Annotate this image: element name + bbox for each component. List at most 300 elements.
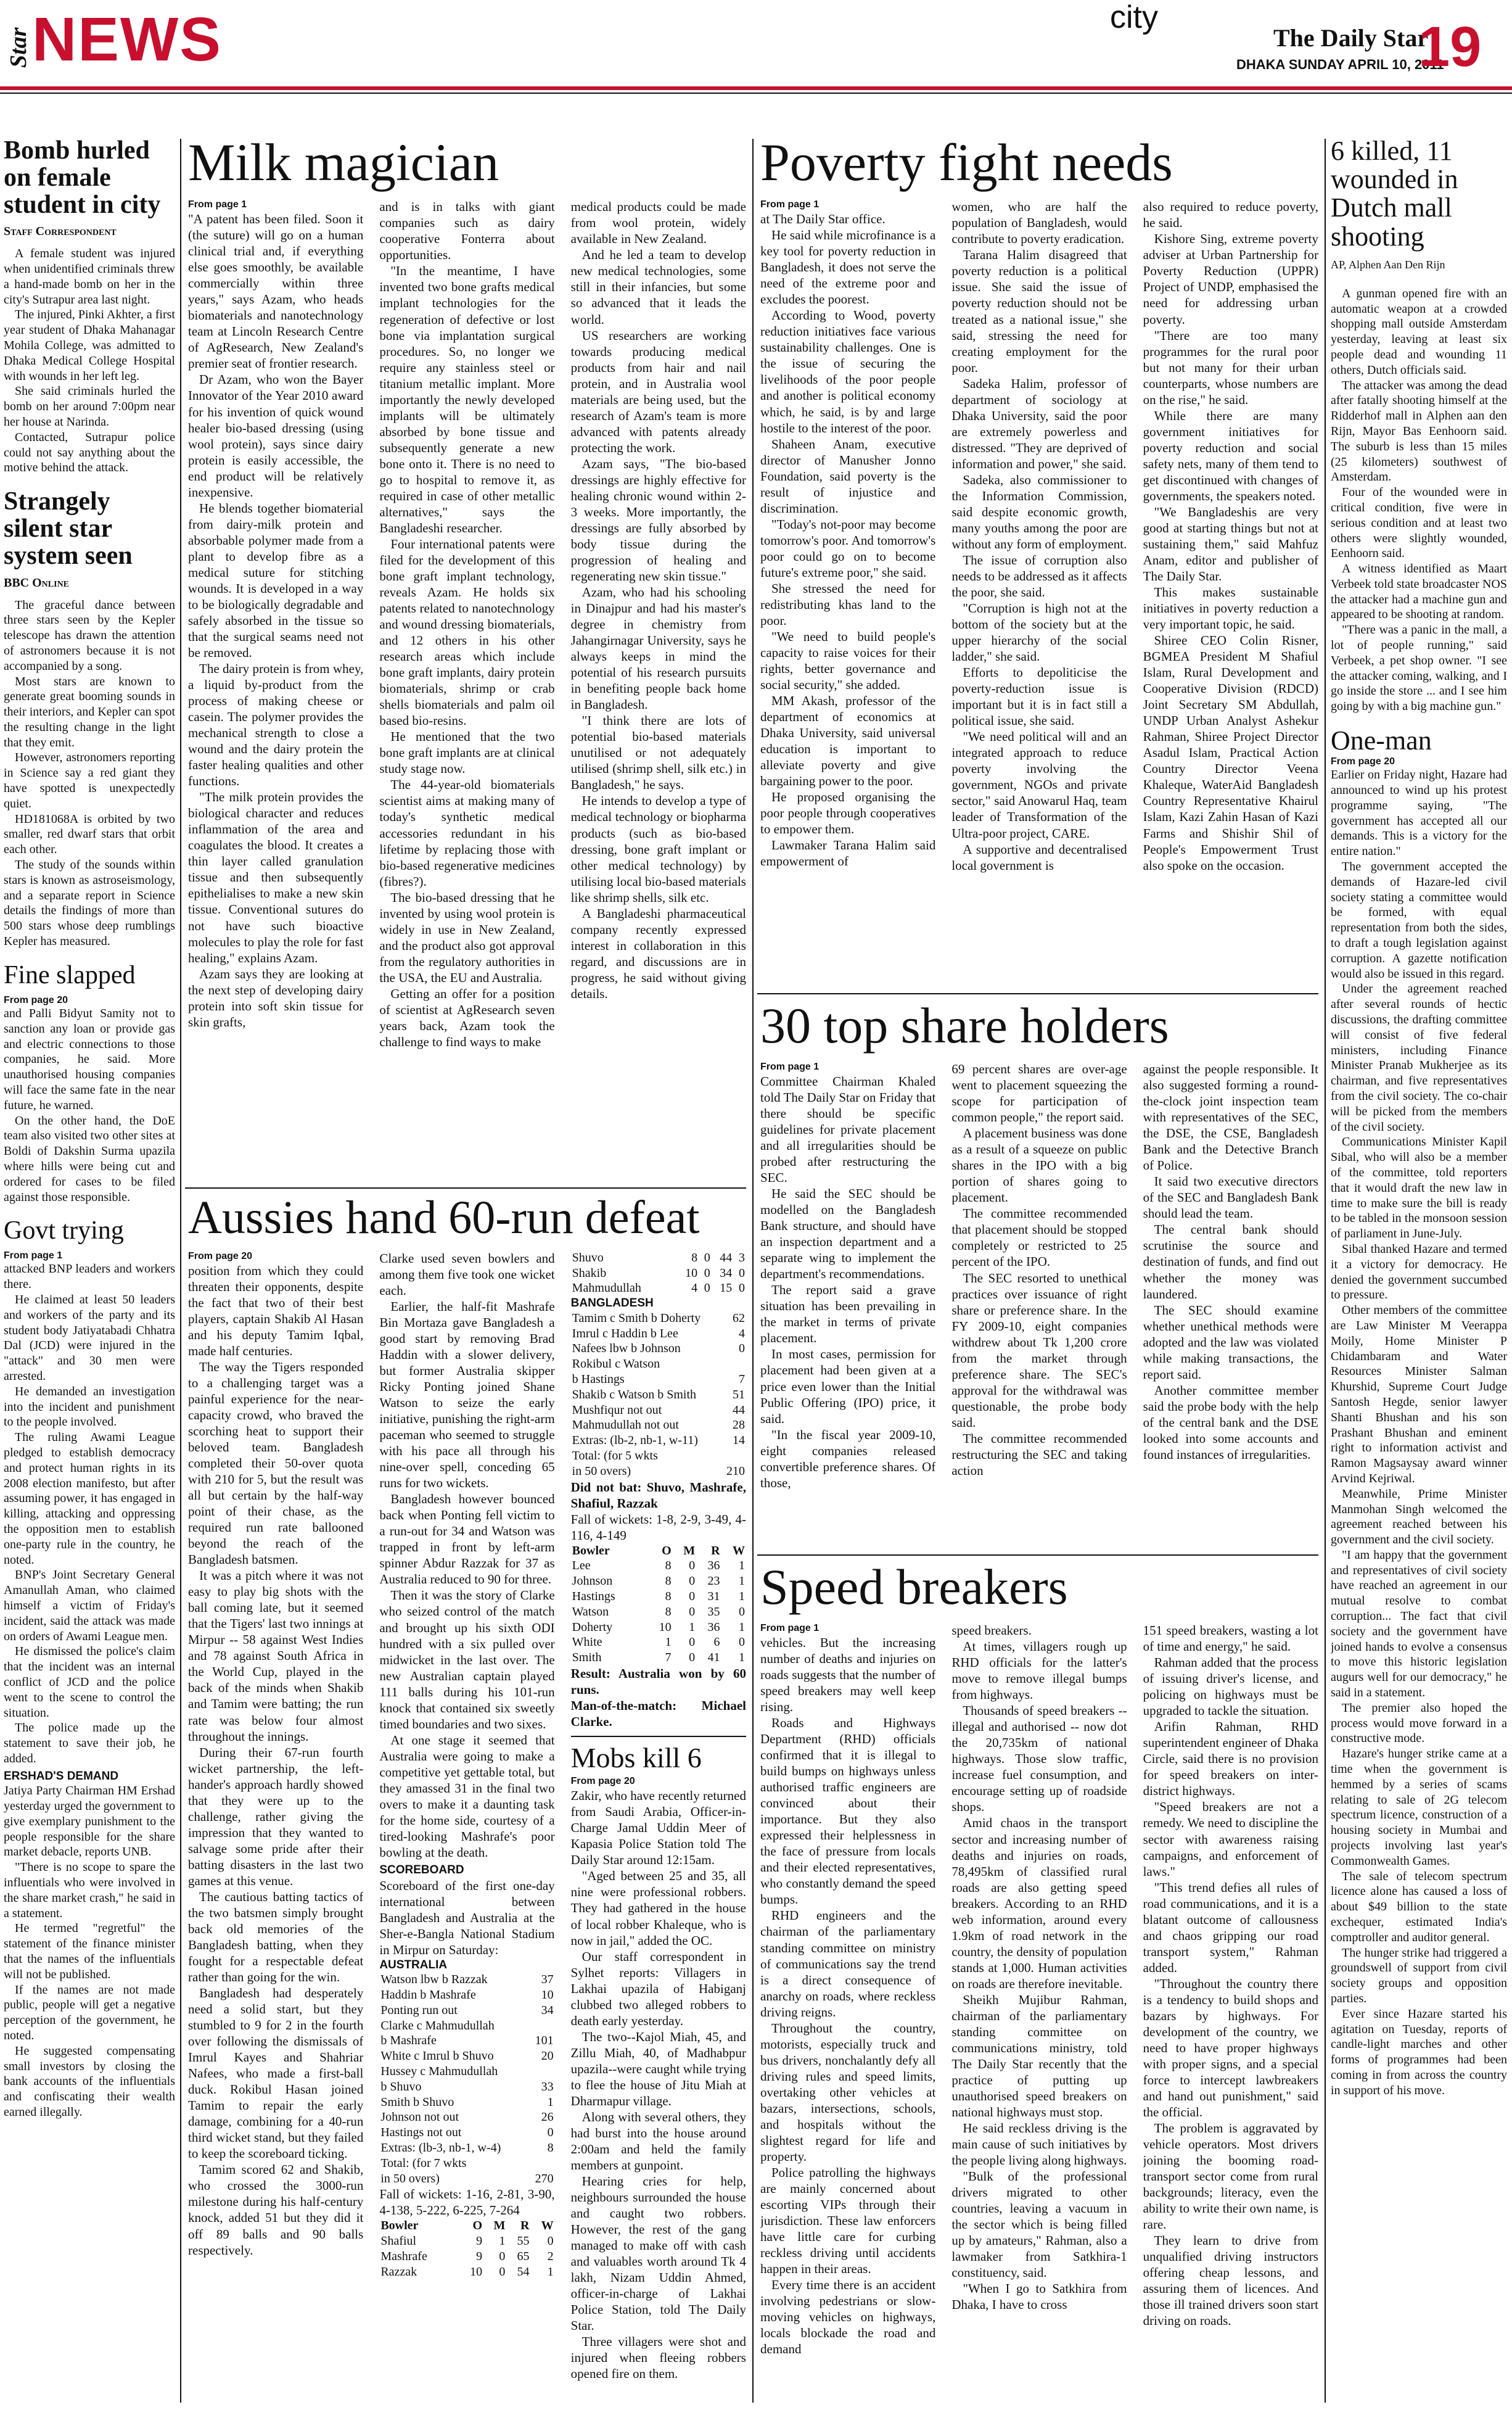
text-column bbox=[188, 1250, 363, 2382]
paragraph: Under the agreement reached after several rounds of hectic discussions, the drafting committee will consist of five federal ministers, including Finance Minister Pranab Mukherjee as its chairman, and five representatives from the civil society. The co-chair will be picked from the members of the civil society. bbox=[1331, 982, 1507, 1134]
continuation-label: From page 20 bbox=[1331, 756, 1395, 767]
table-cell: 3 bbox=[738, 1250, 745, 1265]
table-row bbox=[379, 2125, 554, 2140]
paragraph: He intends to develop a type of medical technology or biopharma products (such as bio-based dressing, bone graft implant or other medical technology) by utilising local bio-based materials like shrimp shells, silk etc. bbox=[570, 793, 746, 905]
paragraph: The issue of corruption also needs to be addressed as it affects the poor, she said. bbox=[951, 552, 1127, 600]
paragraph: Committee Chairman Khaled told The Daily Star on Friday that there should be specific guidelines for private placement and all irregularities should be probed after restructuring the SEC. bbox=[760, 1073, 936, 1186]
paragraph: The bio-based dressing that he invented by using wool protein is widely in use in New Zealand, and the product also got approval from the regulatory authorities in the USA, the EU and Australia. bbox=[379, 889, 555, 985]
headline: Fine slapped bbox=[4, 960, 136, 989]
paragraph: "Bulk of the professional drivers migrated to other countries, leaving a vacuum in the sector which is being filled up by amateurs," Rahman, also a lawmaker from Satkhira-1 constituency, said. bbox=[951, 2169, 1127, 2280]
paragraph: Police patrolling the highways are mainly concerned about escorting VIPs through their jurisdiction. These law enforcers have little care for curbing reckless driving until accidents happen in their areas. bbox=[760, 2164, 936, 2277]
table-cell: b Shuvo bbox=[380, 2079, 422, 2094]
table-cell: in 50 overs) bbox=[380, 2171, 440, 2185]
paragraph: She stressed the need for redistributing khas land to the poor. bbox=[760, 580, 936, 628]
table-cell: 10 bbox=[541, 1988, 554, 2002]
issue-date: DHAKA SUNDAY APRIL 10, 2011 bbox=[1236, 57, 1444, 72]
paragraph: Azam, who had his schooling in Dinajpur and had his master's degree in chemistry from Jahangirnagar University, says he always keeps in mind the potential of his research pursuits in benefiting people back home in Bangladesh. bbox=[570, 585, 746, 712]
paragraph: "Throughout the country there is a tendency to build shops and bazars by highways. For development of the country, we need to have proper highways with proper signs, and a special force to intercept lawbreakers and hand out punishment," said the official. bbox=[1143, 1976, 1318, 2120]
continuation-label: From page 1 bbox=[760, 1623, 820, 1634]
table-cell bbox=[529, 2064, 555, 2079]
table-cell: 28 bbox=[732, 1418, 745, 1432]
table-cell: Hastings bbox=[572, 1590, 615, 1604]
article-star-system bbox=[4, 488, 175, 949]
text-column bbox=[1143, 199, 1318, 873]
table-cell: 101 bbox=[535, 2034, 554, 2048]
newspaper-name: The Daily Star bbox=[1273, 24, 1429, 52]
article-govt-trying bbox=[4, 1217, 175, 2119]
paragraph: A placement business was done as a result of a squeeze on public shares in the IPO with a big portion of shares going to placement. bbox=[951, 1126, 1127, 1205]
table-cell: Mashrafe bbox=[380, 2250, 427, 2264]
fall-of-wickets: Fall of wickets: 1-16, 2-81, 3-90, 4-138, 5-222, 6-225, 7-264 bbox=[379, 2187, 555, 2218]
headline: Speed breakers bbox=[760, 1561, 1068, 1615]
paragraph: "Today's not-poor may become tomorrow's poor. And tomorrow's poor could go on to become future's extreme poor," she said. bbox=[760, 516, 936, 580]
paragraph: However, astronomers reporting in Science say a red giant they have spotted is unexpectedly quiet. bbox=[4, 751, 175, 811]
article-aussies-defeat bbox=[188, 1194, 746, 2406]
paragraph: Our staff correspondent in Sylhet reports: Villagers in Lakhai upazila of Habiganj clubbed two alleged robbers to death early yesterday. bbox=[570, 1949, 746, 2028]
table-cell: in 50 overs) bbox=[572, 1464, 631, 1478]
table-cell: Johnson bbox=[572, 1574, 613, 1588]
table-cell: Razzak bbox=[380, 2264, 417, 2279]
table-header-cell: M bbox=[493, 2219, 506, 2233]
paragraph: Sheikh Mujibur Rahman, chairman of the parliamentary standing committee on communications ministry, told The Daily Star recently that the practice of putting up unauthorised speed breakers on national highways must stop. bbox=[951, 1992, 1127, 2120]
table-cell: 0 bbox=[547, 2126, 554, 2140]
table-cell: 0 bbox=[738, 1342, 745, 1356]
paragraph: Four of the wounded were in critical condition, five were in serious condition and at least two others were slightly wounded, Eenhoorn said. bbox=[1331, 485, 1507, 561]
table-row bbox=[571, 1341, 746, 1356]
continuation-label: From page 1 bbox=[4, 1250, 63, 1261]
right-column bbox=[1331, 137, 1507, 2407]
continuation-label: From page 20 bbox=[4, 994, 68, 1005]
table-cell: 8 bbox=[665, 1574, 672, 1588]
paragraph: Azam says, "The bio-based dressings are highly effective for healing chronic wound within 2-3 weeks. More importantly, the dressings are fully absorbed by body tissue during the progression of healing and regenerating new skin tissue." bbox=[570, 456, 746, 584]
paragraph: "In the meantime, I have invented two bone grafts medical implant technologies for the regeneration of defective or lost bone via implantation surgical procedures. So, no longer we require any stainless steel or titanium metallic implant. More importantly the newly developed implants will be ultimately absorbed by bone tissue and subsequently generate a new bone onto it. There is no need to go to hospital to remove it, as required in case of other metallic alternatives," says the Bangladeshi researcher. bbox=[379, 263, 555, 535]
paragraph: The graceful dance between three stars seen by the Kepler telescope has drawn the attention of astronomers because it is not accompanied by a song. bbox=[4, 598, 175, 673]
table-cell: 6 bbox=[713, 1635, 720, 1649]
page-number: 19 bbox=[1418, 15, 1482, 78]
table-header-row bbox=[379, 2218, 554, 2234]
paragraph: "When I go to Satkhira from Dhaka, I have to cross bbox=[951, 2281, 1127, 2313]
masthead bbox=[0, 0, 1512, 89]
paragraph: vehicles. But the increasing number of deaths and injuries on roads suggests that the number of speed breakers may well keep rising. bbox=[760, 1635, 936, 1715]
table-cell: 4 bbox=[691, 1281, 698, 1295]
scoreboard-title: SCOREBOARD bbox=[379, 1863, 464, 1876]
table-cell: 55 bbox=[517, 2234, 530, 2248]
table-row bbox=[571, 1604, 746, 1620]
article-body bbox=[1331, 286, 1507, 714]
paragraph: BNP's Joint Secretary General Amanullah Aman, who claimed himself a victim of Friday's incident, said the attack was made on orders of Awami League men. bbox=[4, 1568, 175, 1643]
paragraph: Throughout the country, motorists, especially truck and bus drivers, nonchalantly defy all driving rules and speed limits, overtaking other vehicles at bazars, intersections, schools, and hospitals without the slightest regard for life and property. bbox=[760, 2020, 936, 2164]
paragraph: A witness identified as Maart Verbeek told state broadcaster NOS the attacker had a machine gun and appeared to be shooting at random. bbox=[1331, 562, 1507, 622]
paragraph: "In the fiscal year 2009-10, eight companies released convertible preference shares. Of those, bbox=[760, 1427, 936, 1490]
table-cell: 34 bbox=[541, 2003, 554, 2017]
table-row bbox=[571, 1448, 746, 1464]
masthead-rule-thin bbox=[0, 93, 1512, 94]
text-column bbox=[760, 199, 935, 873]
article-columns bbox=[188, 199, 746, 1050]
australia-batting-table bbox=[379, 1972, 554, 2186]
table-cell: 36 bbox=[707, 1620, 720, 1634]
table-row bbox=[571, 1356, 746, 1372]
paragraph: Most stars are known to generate great booming sounds in their interiors, and Kepler can spot the resulting change in the light that they emit. bbox=[4, 674, 175, 749]
story-divider bbox=[757, 1554, 1318, 1556]
paragraph: On the other hand, the DoE team also visited two other sites at Boldi of Dakshin Surma upazila where hills were being cut and ordered for cases to be filed against those responsible. bbox=[4, 1113, 175, 1204]
table-cell: 44 bbox=[720, 1250, 733, 1265]
paragraph: While there are many government initiatives for poverty reduction and social safety nets, many of them tend to get discontinued with changes of governments, the speakers noted. bbox=[1143, 408, 1318, 503]
table-row bbox=[571, 1250, 746, 1266]
table-cell: Clarke c Mahmudullah bbox=[380, 2018, 495, 2032]
article-body bbox=[4, 246, 175, 476]
section-label-city: city bbox=[1110, 0, 1158, 35]
continuation-label: From page 1 bbox=[188, 199, 247, 210]
paragraph: At times, villagers rough up RHD officials for the latter's move to remove illegal bumps from highways. bbox=[951, 1639, 1127, 1702]
table-cell: 0 bbox=[689, 1559, 696, 1573]
table-cell: 9 bbox=[476, 2250, 483, 2264]
table-cell: 26 bbox=[541, 2110, 554, 2124]
article-columns bbox=[760, 1061, 1318, 1491]
article-body bbox=[4, 1261, 175, 2119]
paragraph: The two--Kajol Miah, 45, and Zillu Miah, 40, of Madhabpur upazila--were caught while trying to flee the house of Jitu Miah at Dharmapur village. bbox=[570, 2029, 746, 2108]
table-cell: b Mashrafe bbox=[380, 2034, 437, 2048]
table-cell: 0 bbox=[689, 1604, 696, 1619]
table-row bbox=[379, 2049, 554, 2064]
paragraph: The committee recommended restructuring the SEC and taking action bbox=[951, 1430, 1127, 1478]
table-cell: 41 bbox=[707, 1651, 720, 1665]
article-one-man bbox=[1331, 727, 1507, 2098]
paragraph: She said criminals hurled the bomb on her around 7:00pm near her house at Narinda. bbox=[4, 384, 175, 429]
table-cell: Watson bbox=[572, 1604, 609, 1619]
paragraph: "I am happy that the government and representatives of civil society have reached an agreement in our mutual resolve to combat corruption... The fact that civil society and the government have joined hands to evolve a consensus to move this historic legislation augurs well for our democracy," he said in a statement. bbox=[1331, 1548, 1507, 1700]
paragraph: and Palli Bidyut Samity not to sanction any loan or provide gas and electric connections to those companies, he said. More unauthorised housing companies will face the same fate in the near future, he warned. bbox=[4, 1006, 175, 1112]
paragraph: Shiree CEO Colin Risner, BGMEA President M Shafiul Islam, Rural Development and Cooperative Division (RDCD) Joint Secretary SM Abdullah, UNDP Urban Analyst Ashekur Rahman, Shiree Project Director Asadul Islam, Practical Action Country Director Veena Khaleque, WaterAid Bangladesh Country Representative Khairul Islam, Kazi Zahin Hasan of Kazi Farms and Shishir Shil of People's Empowerment Trust also spoke on the occasion. bbox=[1143, 633, 1318, 873]
table-cell: 1 bbox=[738, 1590, 745, 1604]
byline: BBC Online bbox=[4, 576, 70, 590]
table-cell: White bbox=[572, 1635, 602, 1649]
paragraph: also required to reduce poverty, he said. bbox=[1143, 199, 1318, 231]
paragraph: He demanded an investigation into the incident and punishment to the people involved. bbox=[4, 1384, 175, 1429]
table-header-cell: R bbox=[711, 1543, 720, 1558]
table-cell: Shakib c Watson b Smith bbox=[572, 1387, 697, 1401]
paragraph: "There are too many programmes for the rural poor but not many for their urban counterparts, whose numbers are on the rise," he said. bbox=[1143, 328, 1318, 407]
table-row bbox=[571, 1620, 746, 1635]
table-cell: 210 bbox=[726, 1464, 745, 1478]
table-row bbox=[379, 2095, 554, 2110]
table-cell: 8 bbox=[665, 1559, 672, 1573]
paragraph: Contacted, Sutrapur police could not say anything about the motive behind the attack. bbox=[4, 430, 175, 475]
article-share-holders bbox=[760, 999, 1318, 1548]
paragraph: "Speed breakers are not a remedy. We need to discipline the sector with awareness raising campaigns, and enforcement of laws." bbox=[1143, 1799, 1318, 1879]
table-row bbox=[571, 1387, 746, 1403]
table-cell: Mushfiqur not out bbox=[572, 1403, 662, 1417]
paragraph: "There is no scope to spare the influentials who were involved in the share market crash," he said in a statement. bbox=[4, 1860, 175, 1920]
text-column bbox=[188, 199, 363, 1050]
table-cell: 0 bbox=[547, 2234, 554, 2248]
paragraph: Shaheen Anam, executive director of Manusher Jonno Foundation, said poverty is the result of injustice and discrimination. bbox=[760, 436, 936, 516]
section-title-news: NEWS bbox=[32, 5, 222, 74]
table-cell: 0 bbox=[689, 1651, 696, 1665]
bangladesh-bowling-table bbox=[379, 2218, 554, 2279]
paragraph: against the people responsible. It also suggested forming a round-the-clock joint inspection team with representatives of the SEC, the DSE, the CSE, Bangladesh Bank and the Detective Branch of Police. bbox=[1143, 1062, 1318, 1173]
table-row bbox=[571, 1574, 746, 1589]
table-cell: 34 bbox=[720, 1266, 733, 1280]
table-row bbox=[379, 2156, 554, 2171]
paragraph: A gunman opened fire with an automatic weapon at a crowded shopping mall outside Amsterdam yesterday, leaving at least six people dead and wounding 11 others, Dutch officials said. bbox=[1331, 286, 1507, 377]
byline: AP, Alphen Aan Den Rijn bbox=[1331, 258, 1445, 271]
table-cell: 270 bbox=[535, 2171, 554, 2185]
article-body bbox=[4, 598, 175, 949]
article-bomb bbox=[4, 137, 175, 476]
table-cell: Total: (for 7 wkts bbox=[380, 2156, 467, 2170]
paragraph: Rahman added that the process of issuing driver's license, and policing on highways must be upgraded to tackle the situation. bbox=[1143, 1655, 1318, 1719]
table-cell: 65 bbox=[517, 2250, 530, 2264]
paragraph: The premier also hoped the process would move forward in a constructive mode. bbox=[1331, 1701, 1507, 1746]
fall-of-wickets: Fall of wickets: 1-8, 2-9, 3-49, 4-116, 4-149 bbox=[570, 1511, 746, 1543]
article-poverty-fight bbox=[760, 134, 1318, 989]
table-header-cell: W bbox=[732, 1543, 745, 1558]
paragraph: Amid chaos in the transport sector and increasing number of deaths and injuries on roads, 78,495km of classified rural roads are also getting speed breakers. According to an RHD web information, around every 1.9km of road network in the country, the density of population stands at 1,000. Human activities on roads are therefore inevitable. bbox=[951, 1815, 1127, 1991]
text-column bbox=[951, 199, 1127, 873]
paragraph: He claimed at least 50 leaders and workers of the party and its student body Jatiyatabadi Chhatra Dal (JCD) were injured in the "attack" and 30 men were arrested. bbox=[4, 1292, 175, 1383]
paragraph: Sadeka, also commissioner to the Information Commission, said despite economic growth, many youths among the poor are without any form of employment. bbox=[951, 472, 1127, 551]
paragraph: The dairy protein is from whey, a liquid by-product from the process of making cheese or casein. The polymer provides the mechanical strength to close a wound and the dairy protein the faster healing qualities and other functions. bbox=[188, 661, 364, 789]
paragraph: Four international patents were filed for the development of this bone graft implant technology, reveals Azam. He holds six patents related to nanotechnology and wound dressing biomaterials, and 12 others in his other research areas which include bone graft implants, dairy protein biomaterials, shrimp or crab shells biomaterials and palm oil based bio-resins. bbox=[379, 536, 555, 728]
paragraph: "Aged between 25 and 35, all nine were professional robbers. They had gathered in the house of local robber Khaleque, who is now in jail," added the OC. bbox=[570, 1868, 746, 1948]
article-fine-slapped bbox=[4, 962, 175, 1205]
table-row bbox=[571, 1403, 746, 1418]
bangladesh-bowling-table-cont bbox=[571, 1250, 746, 1296]
text-column bbox=[760, 1061, 935, 1491]
paragraph: A supportive and decentralised local government is bbox=[951, 841, 1127, 873]
table-row bbox=[571, 1326, 746, 1342]
table-cell: Watson lbw b Razzak bbox=[380, 1973, 488, 1987]
paragraph: "Corruption is high not at the bottom of the society but at the upper hierarchy of the social ladder," she said. bbox=[951, 601, 1127, 664]
table-cell: 0 bbox=[738, 1266, 745, 1280]
paragraph: The report said a grave situation has been prevailing in the market in terms of private placement. bbox=[760, 1282, 936, 1346]
table-cell: Smith bbox=[572, 1651, 602, 1665]
table-cell: 62 bbox=[732, 1311, 745, 1325]
team-heading-bangladesh: BANGLADESH bbox=[570, 1297, 654, 1310]
paragraph: Bangladesh had desperately need a solid start, but they stumbled to 9 for 2 in the fourth over following the dismissals of Imrul Kayes and Shahriar Nafees, who made a first-ball duck. Rokibul Hasan joined Tamim to repair the early damage, combining for a 40-run third wicket stand, but they failed to keep the scoreboard ticking. bbox=[188, 1986, 364, 2161]
table-cell: White c Imrul b Shuvo bbox=[380, 2049, 494, 2063]
table-row bbox=[571, 1281, 746, 1296]
table-row bbox=[379, 2234, 554, 2249]
paragraph: "A patent has been filed. Soon it (the suture) will go on a human clinical trial and, if everything else goes smoothly, be available commercially within three years," says Azam, who heads biomaterials and nanotechnology team at Lincoln Research Centre of AgResearch, New Zealand's premier seat of frontier research. bbox=[188, 212, 364, 371]
table-row bbox=[571, 1650, 746, 1665]
paragraph: "We Bangladeshis are very good at starting things but not at sustaining them," said Mahfuz Anam, editor and publisher of The Daily Star. bbox=[1143, 504, 1318, 584]
table-row bbox=[571, 1558, 746, 1574]
paragraph: The injured, Pinki Akhter, a first year student of Dhaka Mahanagar Mohila College, was admitted to Dhaka Medical College Hospital with wounds in her left leg. bbox=[4, 308, 175, 383]
article-milk-magician bbox=[188, 134, 746, 1183]
table-cell bbox=[529, 2156, 555, 2171]
table-row bbox=[379, 2064, 554, 2079]
table-cell: Total: (for 5 wkts bbox=[572, 1448, 658, 1463]
table-cell: 23 bbox=[707, 1574, 720, 1588]
table-header-cell: O bbox=[472, 2219, 483, 2233]
table-row bbox=[571, 1589, 746, 1604]
headline: Bomb hurled on female student in city bbox=[4, 137, 161, 220]
man-of-the-match: Man-of-the-match: Michael Clarke. bbox=[570, 1698, 746, 1730]
article-mobs-kill bbox=[571, 1743, 746, 2382]
table-cell: 1 bbox=[738, 1651, 745, 1665]
table-cell: 15 bbox=[720, 1281, 733, 1295]
table-cell: 1 bbox=[665, 1635, 672, 1649]
paragraph: According to Wood, poverty reduction initiatives face various sustainability challenges. One is the issue of securing the livelihoods of the poor people and another is political economy which, he said, is by and large hostile to the interest of the poor. bbox=[760, 308, 936, 435]
paragraph: "There was a panic in the mall, a lot of people running," said Verbeek, a pet shop owner. "I see the attacker coming, walking, and I go inside the store ... and I see him going by with a big machine gun." bbox=[1331, 623, 1507, 714]
paragraph: Zakir, who have recently returned from Saudi Arabia, Officer-in-Charge Jamal Uddin Meer of Kapasia Police Station told The Daily Star around 12:15am. bbox=[570, 1788, 746, 1868]
table-header-cell: Bowler bbox=[572, 1543, 610, 1558]
paragraph: This makes sustainable initiatives in poverty reduction a very important topic, he said. bbox=[1143, 585, 1318, 632]
paragraph: Another committee member said the probe body with the help of the central bank and the DSE looked into some accounts and found instances of irregularities. bbox=[1143, 1382, 1318, 1462]
paragraph: RHD engineers and the chairman of the parliamentary standing committee on ministry of communications say the trend is a direct consequence of anarchy on roads, where reckless driving reigns. bbox=[760, 1908, 936, 2020]
table-cell: 0 bbox=[738, 1281, 745, 1295]
paragraph: The ruling Awami League pledged to establish democracy and protect human rights in its 2008 election manifesto, but after assuming power, it has engaged in killing, attacking and oppressing the opposition men to establish one-party rule in the country, he noted. bbox=[4, 1430, 175, 1567]
table-cell: 8 bbox=[665, 1590, 672, 1604]
paragraph: "I think there are lots of potential bio-based materials unutilised or not adequately utilised (shrimp shell, silk etc.) in Bangladesh," he says. bbox=[570, 713, 746, 793]
paragraph: Hazare's hunger strike came at a time when the government is hemmed by a series of scams relating to sale of 2G telecom spectrum licence, construction of a housing society in Mumbai and projects involving last year's Commonwealth Games. bbox=[1331, 1747, 1507, 1868]
paragraph: at The Daily Star office. bbox=[760, 212, 885, 227]
paragraph: In most cases, permission for placement had been given at a price even lower than the Initial Public Offering (IPO) price, it said. bbox=[760, 1347, 936, 1426]
table-cell: 10 bbox=[685, 1266, 698, 1280]
table-header-cell: O bbox=[662, 1543, 672, 1558]
table-header-row bbox=[571, 1543, 746, 1559]
paragraph: The sale of telecom spectrum licence alone has caused a loss of about $49 billion to the state exchequer, estimated India's comptroller and auditor general. bbox=[1331, 1869, 1507, 1944]
paragraph: Efforts to depoliticise the poverty-reduction issue is important but it is in fact still a political issue, she said. bbox=[951, 665, 1127, 728]
headline: Poverty fight needs bbox=[760, 134, 1173, 192]
bangladesh-batting-table bbox=[571, 1311, 746, 1479]
paragraph: Tamim scored 62 and Shakib, who crossed the 3000-run milestone during his half-century knock, added 51 but they did it off 89 balls and 90 balls respectively. bbox=[188, 2162, 364, 2258]
headline: 30 top share holders bbox=[760, 999, 1169, 1054]
table-cell: 1 bbox=[738, 1620, 745, 1634]
paragraph: speed breakers. bbox=[951, 1623, 1032, 1638]
paragraph: He blends together biomaterial from dairy-milk protein and absorbable polymer made from a plant to develop fibre as a medical suture for stitching wounds. It is developed in a way to be biologically degradable and safely absorbed in the tissue so that the surgical seams need not be removed. bbox=[188, 500, 364, 660]
continuation-label: From page 20 bbox=[188, 1250, 253, 1261]
paragraph: The committee recommended that placement should be stopped completely or restricted to 25 percent of the IPO. bbox=[951, 1206, 1127, 1269]
text-column bbox=[571, 199, 746, 1050]
article-body bbox=[4, 1006, 175, 1205]
headline: Govt trying bbox=[4, 1216, 124, 1245]
article-columns bbox=[760, 1622, 1318, 2357]
paragraph: It said two executive directors of the SEC and Bangladesh Bank should lead the team. bbox=[1143, 1174, 1318, 1221]
paragraph: If the names are not made public, people will get a negative perception of the government, he noted. bbox=[4, 1983, 175, 2042]
table-cell: 14 bbox=[732, 1434, 745, 1448]
paragraph: 151 speed breakers, wasting a lot of time and energy," he said. bbox=[1143, 1623, 1318, 1654]
story-divider bbox=[185, 1187, 746, 1189]
paragraph: He proposed organising the poor people through cooperatives to empower them. bbox=[760, 790, 936, 837]
table-cell bbox=[722, 1448, 746, 1464]
table-cell: 36 bbox=[707, 1559, 720, 1573]
table-cell: Extras: (lb-2, nb-1, w-11) bbox=[572, 1434, 698, 1448]
paragraph: US researchers are working towards producing medical products from hair and nail protein, and in Australia wool materials are being used, but the research of Azam's team is more advanced with patents already protecting the work. bbox=[570, 328, 746, 455]
paragraph: Sadeka Halim, professor of department of sociology at Dhaka University, said the poor are extremely powerless and distressed. "They are deprived of information and power," she said. bbox=[951, 376, 1127, 471]
headline: 6 killed, 11 wounded in Dutch mall shooting bbox=[1331, 137, 1458, 252]
continuation-label: From page 1 bbox=[760, 1062, 820, 1073]
table-row bbox=[379, 2110, 554, 2125]
paragraph: Meanwhile, Prime Minister Manmohan Singh welcomed the agreement reached between his government and the civil society. bbox=[1331, 1487, 1507, 1547]
paragraph: Arifin Rahman, RHD superintendent engineer of Dhaka Circle, said there is no provision for speed breakers on inter-district highways. bbox=[1143, 1719, 1318, 1799]
table-cell: Shakib bbox=[572, 1266, 607, 1280]
paragraph: Azam says they are looking at the next step of developing dairy protein into soft skin tissue for skin grafts, bbox=[188, 966, 364, 1030]
table-row bbox=[379, 2171, 554, 2187]
table-cell: 9 bbox=[476, 2234, 483, 2248]
paragraph: Other members of the committee are Law Minister M Veerappa Moily, Home Minister P Chidambaram and Water Resources Minister Salman Khurshid, Supreme Court Judge Santosh Hegde, senior lawyer Shanti Bhushan and his son Prashant Bhushan and eminent right to information activist and Ramon Magsaysay award winner Arvind Kejriwal. bbox=[1331, 1303, 1507, 1485]
paragraph: At one stage it seemed that Australia were going to make a competitive yet gettable total, but they amassed 31 in the final two overs to make it a daunting task for the home side, courtesy of a tired-looking Mashrafe's poor bowling at the death. bbox=[379, 1732, 555, 1860]
table-cell: 0 bbox=[689, 1635, 696, 1649]
article-columns bbox=[760, 199, 1318, 873]
table-cell: 0 bbox=[704, 1281, 710, 1295]
table-header-cell: W bbox=[541, 2219, 554, 2233]
story-divider bbox=[571, 1736, 746, 1737]
table-cell: 33 bbox=[541, 2079, 554, 2094]
byline: Staff Correspondent bbox=[4, 225, 117, 239]
paragraph: medical products could be made from wool protein, widely available in New Zealand. bbox=[570, 199, 746, 247]
text-column bbox=[379, 1250, 554, 2382]
table-row bbox=[571, 1266, 746, 1281]
did-not-bat: Did not bat: Shuvo, Mashrafe, Shafiul, Razzak bbox=[570, 1479, 746, 1511]
paragraph: The cautious batting tactics of the two batsmen simply brought back old memories of the Bangladesh batting, when they fought for a respectable defeat rather than going for the win. bbox=[188, 1889, 364, 1984]
paragraph: The way the Tigers responded to a challenging target was a painful experience for the near-capacity crowd, who braved the scorching heat to support their beloved team. Bangladesh completed their 50-over quota with 210 for 5, but the result was all but certain by the half-way point of their chase, as the required run rate ballooned beyond the reach of the Bangladesh batsmen. bbox=[188, 1359, 364, 1567]
table-cell: Johnson not out bbox=[380, 2110, 459, 2124]
table-cell: 44 bbox=[732, 1403, 745, 1417]
headline: Strangely silent star system seen bbox=[4, 487, 133, 571]
paragraph: He said while microfinance is a key tool for poverty reduction in Bangladesh, it does not serve the need of the extreme poor and excludes the poorest. bbox=[760, 228, 936, 307]
paragraph: Tarana Halim disagreed that poverty reduction is a political issue. She said the issue of poverty reduction should not be treated as a national issue," she said, stressing the need for creating employment for the poor. bbox=[951, 247, 1127, 375]
table-cell: 1 bbox=[499, 2234, 506, 2248]
table-row bbox=[571, 1433, 746, 1448]
paragraph: The SEC should examine whether unethical methods were adopted and the law was violated while making transactions, the report said. bbox=[1143, 1302, 1318, 1382]
table-cell: Shafiul bbox=[380, 2234, 417, 2248]
table-cell: 1 bbox=[689, 1620, 696, 1634]
text-column bbox=[1143, 1061, 1318, 1491]
paragraph: Three villagers were shot and injured when fleeing robbers opened fire on them. bbox=[570, 2334, 746, 2382]
table-cell: Hussey c Mahmudullah bbox=[380, 2065, 498, 2079]
paragraph: Earlier on Friday night, Hazare had announced to wind up his protest programme saying, "The government has accepted all our demands. This is a victory for the entire nation." bbox=[1331, 768, 1507, 859]
table-row bbox=[571, 1635, 746, 1650]
paragraph: Along with several others, they had burst into the house around 2:00am and held the family members at gunpoint. bbox=[570, 2109, 746, 2173]
paragraph: During their 67-run fourth wicket partnership, the left-hander's approach hardly showed that they were up to the challenge, rather giving the impression that they wanted to salvage some pride after their batting disasters in the last two games at this venue. bbox=[188, 1744, 364, 1888]
paragraph: Communications Minister Kapil Sibal, who will also be a member of the committee, told reporters that it would draft the new law in time to make sure the bill is ready to be tabled in the monsoon session of parliament in June-July. bbox=[1331, 1135, 1507, 1241]
column-divider bbox=[752, 139, 754, 2403]
table-row bbox=[379, 2033, 554, 2049]
paragraph: Ever since Hazare started his agitation on Tuesday, reports of candle-light marches and other forms of programmes had been coming in from across the country in support of his move. bbox=[1331, 2007, 1507, 2097]
article-columns bbox=[188, 1250, 746, 2382]
paragraph: MM Akash, professor of the department of economics at Dhaka University, said universal education is important to alleviate poverty and give bargaining power to the poor. bbox=[760, 693, 936, 789]
paragraph: The study of the sounds within stars is known as astroseismology, and a separate report in Science details the findings of more than 500 stars whose deep rumblings Kepler has measured. bbox=[4, 858, 175, 949]
table-header-cell: Bowler bbox=[380, 2219, 419, 2233]
table-cell: Mahmudullah bbox=[572, 1281, 641, 1295]
paragraph: Sibal thanked Hazare and termed it a victory for democracy. He denied the government succumbed to pressure. bbox=[1331, 1242, 1507, 1302]
table-cell: 10 bbox=[659, 1620, 672, 1634]
paragraph: And he led a team to develop new medical technologies, some still in their infancies, but some so advanced that it leads the world. bbox=[570, 247, 746, 327]
text-column bbox=[379, 199, 554, 1050]
table-cell: 7 bbox=[665, 1651, 672, 1665]
text-column bbox=[1143, 1622, 1318, 2357]
paragraph: He suggested compensating small investors by closing the bank accounts of the influentials and confiscating their wealth earned illegally. bbox=[4, 2044, 175, 2119]
table-cell: 4 bbox=[738, 1326, 745, 1340]
paragraph: The SEC resorted to unethical practices over issuance of right share or preference share. In the FY 2009-10, eight companies withdrew about Tk 1,200 crore from the market through preference share. The SEC's approval for the withdrawal was questionable, the probe body said. bbox=[951, 1270, 1127, 1430]
paragraph: Earlier, the half-fit Mashrafe Bin Mortaza gave Bangladesh a good start by removing Brad Haddin with a slower delivery, but former Australia skipper Ricky Ponting joined Shane Watson to seize the early initiative, punishing the right-arm paceman who seemed to struggle with his pace all through his nine-over spell, conceding 65 runs for two wickets. bbox=[379, 1298, 555, 1491]
paragraph: The problem is aggravated by vehicle operators. Most drivers joining the booming road-transport sector come from rural backgrounds; literacy, even the ability to write their own name, is rare. bbox=[1143, 2121, 1318, 2232]
table-cell: 51 bbox=[732, 1387, 745, 1401]
table-cell: b Hastings bbox=[572, 1372, 625, 1386]
paragraph: Roads and Highways Department (RHD) officials confirmed that it is illegal to build bumps on highways unless authorised traffic engineers are convinced about their importance. But they also expressed their helplessness in the face of pressure from locals and their elected representatives, who constantly demand the speed bumps. bbox=[760, 1715, 936, 1907]
paragraph: Every time there is an accident involving pedestrians or slow-moving vehicles on highways, locals blockade the road and demand bbox=[760, 2277, 936, 2357]
paragraph: "This trend defies all rules of road communications, and it is a blatant outcome of callousness and chaos gripping our road transport system," Rahman added. bbox=[1143, 1880, 1318, 1975]
paragraph: Hearing cries for help, neighbours surrounded the house and caught two robbers. However, the rest of the gang managed to make off with cash and valuables worth around Tk 4 lakh, Nizam Uddin Ahmed, officer-in-charge of Lakhai Police Station, told The Daily Star. bbox=[570, 2174, 746, 2334]
article-body bbox=[1331, 767, 1507, 2098]
table-row bbox=[379, 2079, 554, 2095]
article-speed-breakers bbox=[760, 1561, 1318, 2406]
paragraph: The attacker was among the dead after fatally shooting himself at the Ridderhof mall in Alphen aan den Rijn, Mayor Bas Eenhoorn said. The suburb is less than 15 miles (25 kilometers) southwest of Amsterdam. bbox=[1331, 378, 1507, 484]
table-cell: Rokibul c Watson bbox=[572, 1357, 660, 1371]
